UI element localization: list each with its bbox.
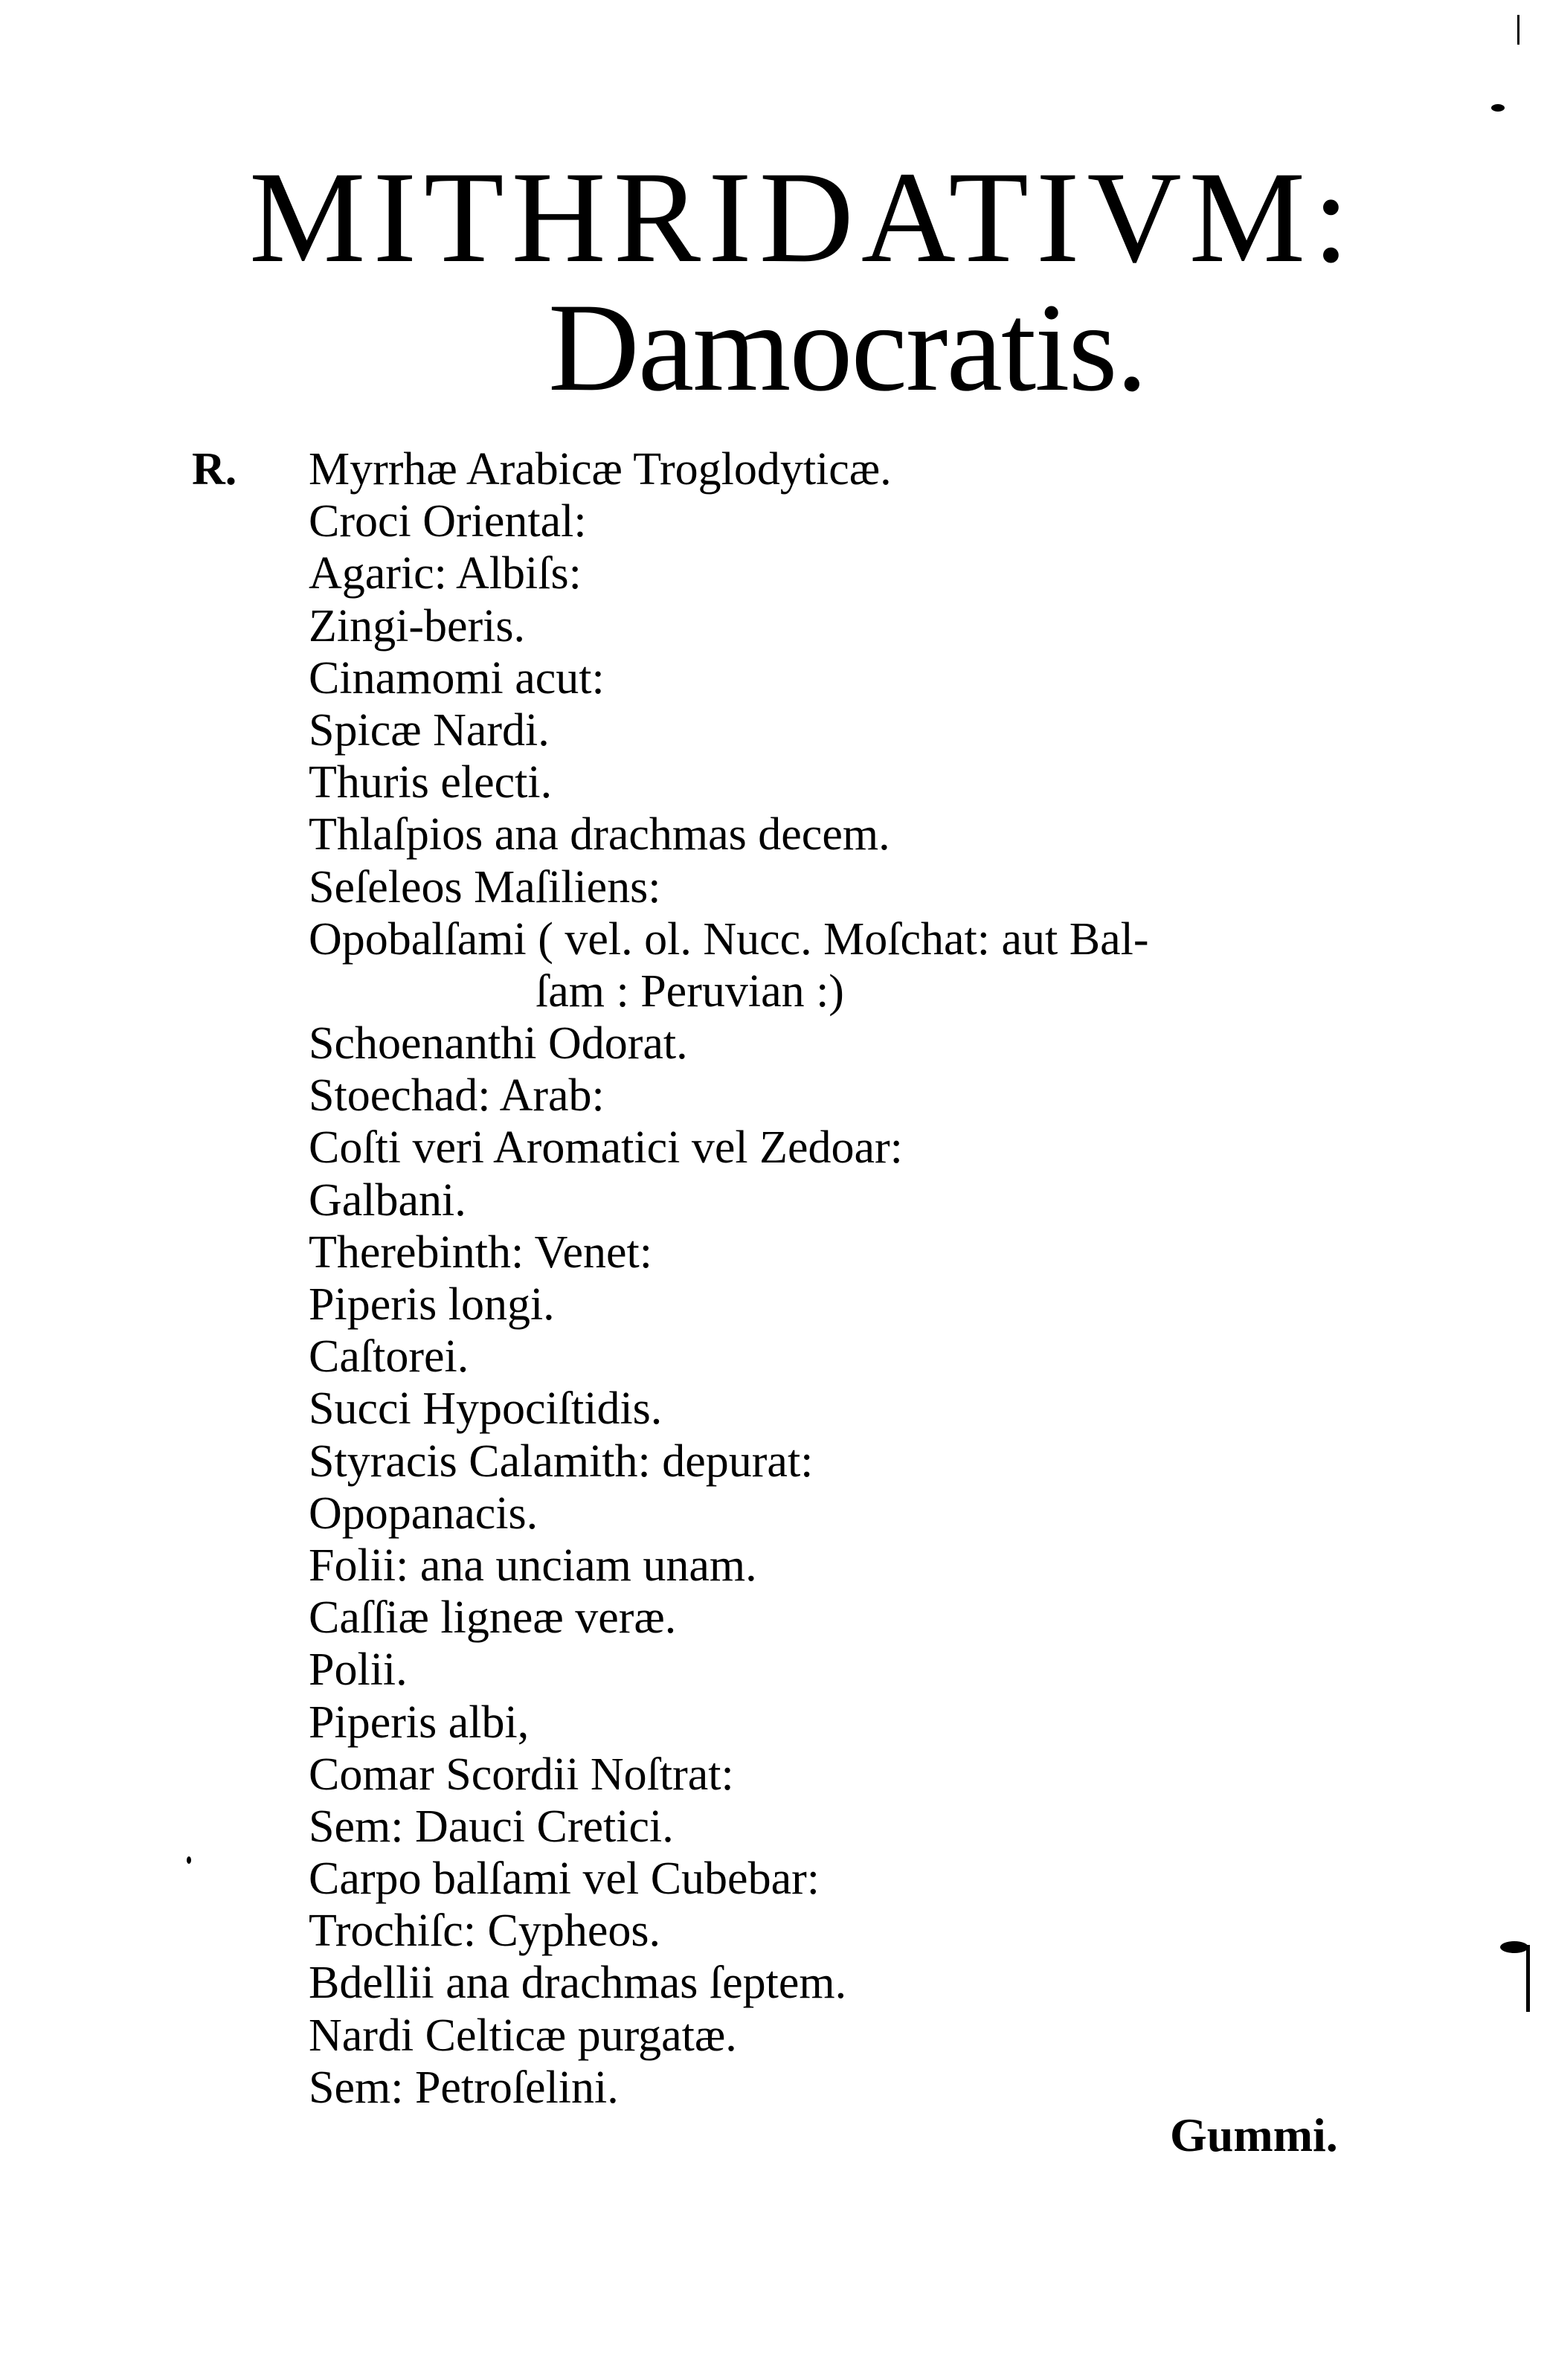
ingredient-line: Caſſiæ ligneæ veræ.	[309, 1592, 677, 1644]
ingredient-line: Zingi-beris.	[309, 600, 525, 652]
ingredient-line: Bdellii ana drachmas ſeptem.	[309, 1958, 847, 2009]
ingredient-line: Opopanacis.	[309, 1488, 538, 1539]
ingredient-line: Piperis longi.	[309, 1279, 555, 1330]
recipe-mark: R.	[192, 444, 237, 495]
ingredient-list	[309, 443, 1148, 2114]
catchword: Gummi.	[1170, 2109, 1338, 2161]
page-subtitle: Damocratis.	[548, 277, 1147, 417]
scan-gutter-mark-top	[1517, 15, 1519, 45]
ingredient-line: Comar Scordii Noſtrat:	[309, 1749, 734, 1800]
page-title: MITHRIDATIVM:	[249, 145, 1357, 290]
ingredient-line: Stoechad: Arab:	[309, 1070, 605, 1122]
ingredient-line: Sem: Dauci Cretici.	[309, 1801, 674, 1852]
ingredient-line: Galbani.	[309, 1174, 466, 1226]
ingredient-line: Styracis Calamith: depurat:	[309, 1435, 814, 1487]
ingredient-line: Succi Hypociſtidis.	[309, 1383, 663, 1435]
ingredient-line: Carpo balſami vel Cubebar:	[309, 1853, 820, 1905]
ingredient-line: Cinamomi acut:	[309, 652, 605, 704]
ingredient-line: Coſti veri Aromatici vel Zedoar:	[309, 1122, 903, 1174]
ingredient-line: Croci Oriental:	[309, 496, 587, 547]
ingredient-line: Sem: Petroſelini.	[309, 2062, 619, 2113]
ingredient-line: Caſtorei.	[309, 1331, 469, 1383]
ingredient-line: Piperis albi,	[309, 1696, 530, 1748]
ingredient-line: Spicæ Nardi.	[309, 704, 550, 756]
ingredient-line: Thuris electi.	[309, 757, 553, 808]
ingredient-line: Folii: ana unciam unam.	[309, 1540, 757, 1591]
ingredient-line-continuation: ſam : Peruvian :)	[536, 965, 844, 1017]
ingredient-line: Polii.	[309, 1644, 408, 1696]
ingredient-line: Nardi Celticæ purgatæ.	[309, 2010, 737, 2061]
scan-speck	[187, 1856, 191, 1864]
ingredient-line: Schoenanthi Odorat.	[309, 1018, 688, 1070]
ingredient-line: Myrrhæ Arabicæ Troglodyticæ.	[309, 444, 892, 495]
scan-gutter-mark-bottom	[1526, 1945, 1530, 2012]
scan-ink-blot	[1491, 104, 1505, 112]
ingredient-line: Agaric: Albiſs:	[309, 548, 582, 599]
ingredient-line: Trochiſc: Cypheos.	[309, 1905, 661, 1957]
ingredient-line: Thlaſpios ana drachmas decem.	[309, 809, 890, 861]
ingredient-line: Therebinth: Venet:	[309, 1226, 653, 1278]
scan-ink-blot	[1500, 1941, 1528, 1953]
ingredient-line: Seſeleos Maſiliens:	[309, 861, 661, 913]
ingredient-line: Opobalſami ( vel. ol. Nucc. Moſchat: aut Bal-	[309, 913, 1149, 965]
